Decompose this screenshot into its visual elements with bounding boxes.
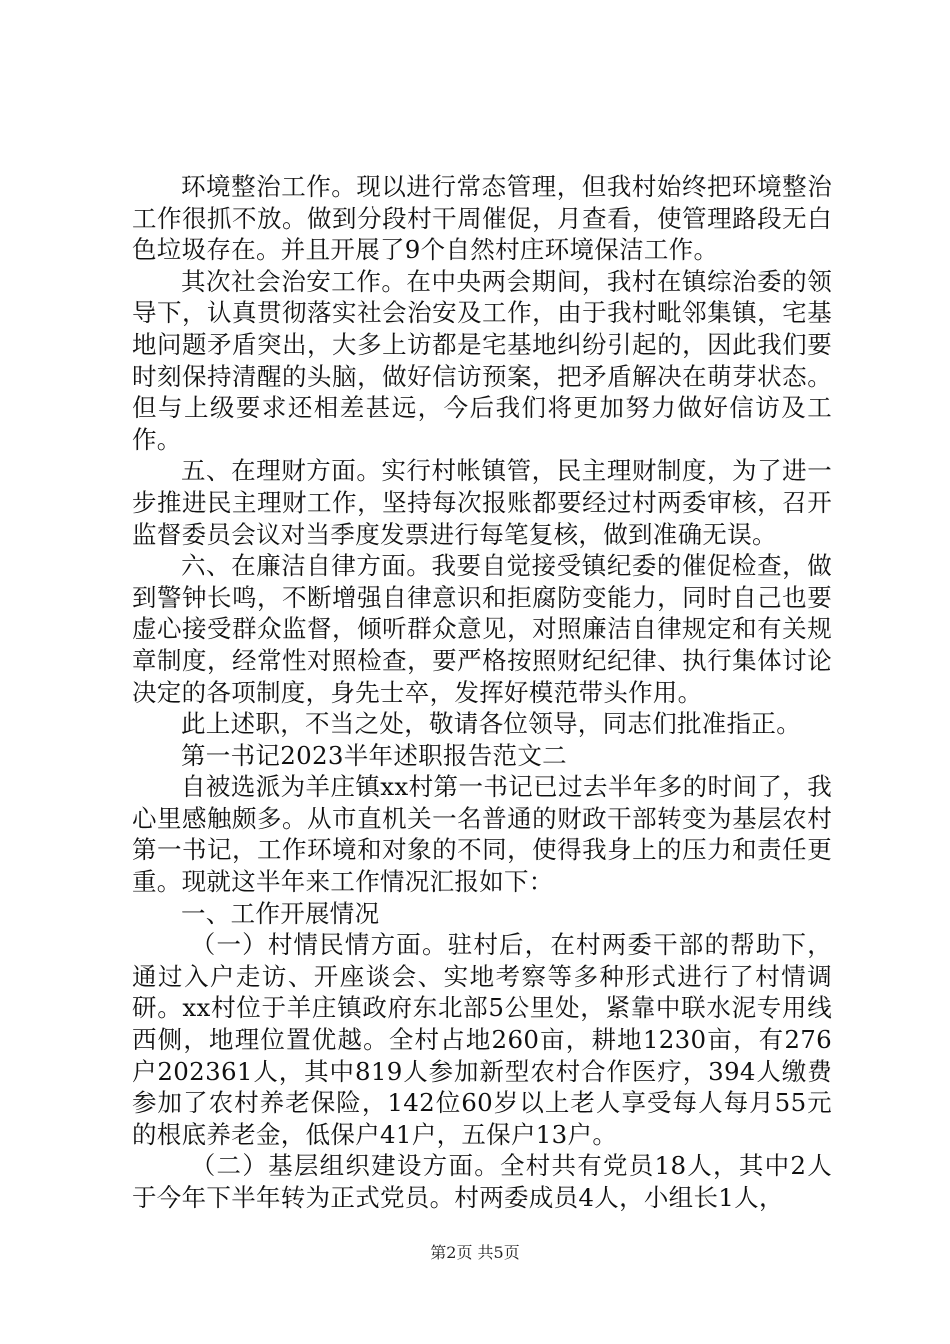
paragraph-finance: 五、在理财方面。实行村帐镇管，民主理财制度，为了进一步推进民主理财工作，坚持每次报账都要经过村两委审核，召开监督委员会议对当季度发票进行每笔复核，做到准确无误。	[132, 456, 832, 549]
paragraph-integrity: 六、在廉洁自律方面。我要自觉接受镇纪委的催促检查，做到警钟长鸣，不断增强自律意识和拒腐防变能力，同时自己也要虚心接受群众监督，倾听群众意见，对照廉洁自律规定和有关规章制度，经常性对照检查，要严格按照财纪纪律、执行集体讨论决定的各项制度，身先士卒，发挥好模范带头作用。	[132, 551, 832, 707]
paragraph-public-security: 其次社会治安工作。在中央两会期间，我村在镇综治委的领导下，认真贯彻落实社会治安及工作，由于我村毗邻集镇，宅基地问题矛盾突出，大多上访都是宅基地纠纷引起的，因此我们要时刻保持清醒的头脑，做好信访预案，把矛盾解决在萌芽状态。但与上级要求还相差甚远，今后我们将更加努力做好信访及工作。	[132, 266, 832, 454]
paragraph-organization: （二）基层组织建设方面。全村共有党员18人，其中2人于今年下半年转为正式党员。村两委成员4人，小组长1人，	[132, 1151, 832, 1212]
document-body	[132, 171, 832, 1214]
paragraph-village-situation: （一）村情民情方面。驻村后，在村两委干部的帮助下，通过入户走访、开座谈会、实地考察等多种形式进行了村情调研。xx村位于羊庄镇政府东北部5公里处，紧靠中联水泥专用线西侧，地理位置优越。全村占地260亩，耕地1230亩，有276户202361人，其中819人参加新型农村合作医疗，394人缴费参加了农村养老保险，142位60岁以上老人享受每人每月55元的根底养老金，低保户41户，五保户13户。	[132, 930, 832, 1149]
section-title: 第一书记2023半年述职报告范文二	[181, 740, 567, 770]
page-footer: 第2页 共5页	[430, 1243, 520, 1262]
paragraph-introduction: 自被选派为羊庄镇xx村第一书记已过去半年多的时间了，我心里感触颇多。从市直机关一名普通的财政干部转变为基层农村第一书记，工作环境和对象的不同，使得我身上的压力和责任更重。现就这半年来工作情况汇报如下：	[132, 772, 832, 897]
section-heading-work: 一、工作开展情况	[181, 898, 380, 928]
paragraph-closing: 此上述职，不当之处，敬请各位领导，同志们批准指正。	[181, 709, 801, 739]
paragraph-environment: 环境整治工作。现以进行常态管理，但我村始终把环境整治工作很抓不放。做到分段村干周催促，月查看，使管理路段无白色垃圾存在。并且开展了9个自然村庄环境保洁工作。	[132, 172, 832, 265]
